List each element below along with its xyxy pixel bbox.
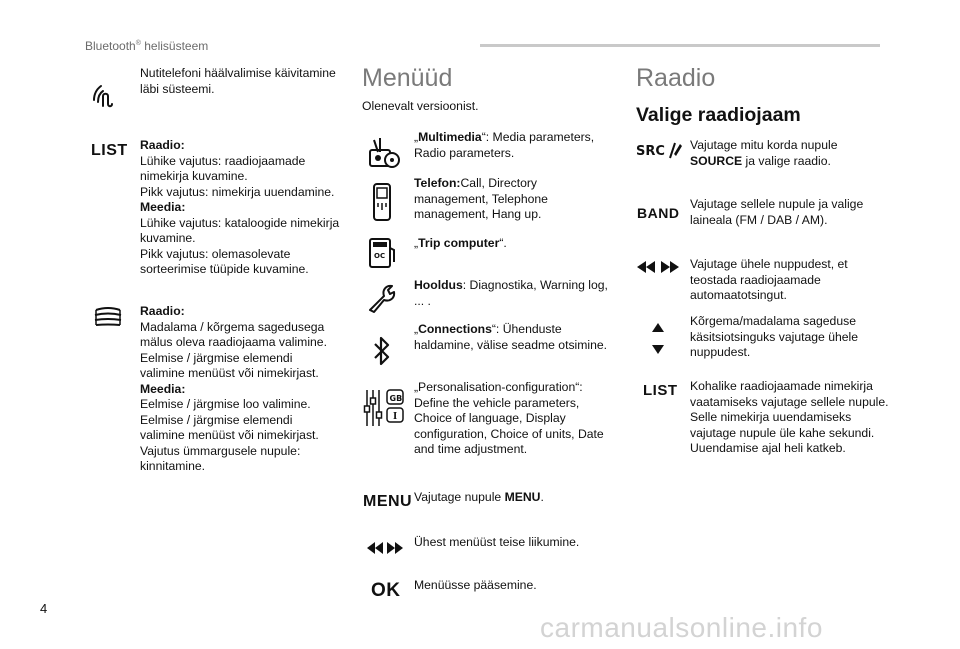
ok-button-text: Menüüsse pääsemine. [414, 578, 537, 592]
voice-command-text: Nutitelefoni häälvalimise käivitamine läbi süsteemi. [140, 66, 336, 96]
media-label: Meedia: [140, 381, 186, 396]
multimedia-text: „Multimedia“: Media parameters, Radio parameters. [414, 130, 595, 160]
trip-computer-text: „Trip computer“. [414, 236, 507, 250]
list-button-description [140, 138, 340, 278]
select-station-heading: Valige raadiojaam [636, 104, 801, 126]
menus-heading: Menüüd [362, 64, 453, 92]
media-confirm-text: Vajutus ümmargusele nupule: kinnitamine. [140, 443, 301, 473]
watermark: carmanualsonline.info [540, 612, 823, 643]
radio-long-press: Pikk vajutus: nimekirja uuendamine. [140, 184, 335, 199]
navigation-text: Ühest menüüst teise liikumine. [414, 535, 580, 549]
list-button-icon-radio: LIST [643, 382, 678, 399]
thumbwheel-description [140, 304, 340, 475]
radio-short-press: Lühike vajutus: raadiojaamade nimekirja kuvamine. [140, 153, 306, 183]
seek-buttons-icon [635, 259, 681, 275]
menu-button-icon: MENU [363, 493, 413, 510]
band-text: Vajutage sellele nupule ja valige laineala (FM / DAB / AM). [690, 197, 864, 227]
wrench-icon [366, 282, 398, 314]
section-title: Bluetooth® helisüsteem [85, 39, 209, 53]
personalisation-text: „Personalisation-configuration“: Define the vehicle parameters, Choice of language, Display configuration, Choice of units, Date and time adjustment. [414, 380, 604, 456]
connections-text: „Connections“: Ühenduste haldamine, välise seadme otsimine. [414, 322, 608, 352]
voice-command-icon [88, 80, 122, 110]
media-track-text: Eelmise / järgmise loo valimine. [140, 397, 311, 411]
page-number: 4 [40, 601, 48, 616]
media-label: Meedia: [140, 200, 186, 214]
header-divider [480, 44, 880, 47]
menus-intro: Olenevalt versioonist. [362, 99, 479, 113]
ok-button-icon: OK [371, 580, 401, 601]
up-down-arrows-icon [650, 322, 666, 356]
radio-menu-text: Eelmise / järgmise elemendi valimine menüüst või nimekirjast. [140, 350, 319, 380]
media-long-press: Pikk vajutus: olemasolevate sorteerimise tüüpide kuvamine. [140, 246, 309, 276]
language-gb-label: GB [389, 394, 403, 403]
phone-text: Telefon:Call, Directory management, Telephone management, Hang up. [414, 176, 548, 221]
phone-icon [371, 182, 393, 222]
manual-frequency-text: Kõrgema/madalama sageduse käsitsiotsinguks vajutage ühele nuppudest. [690, 314, 859, 359]
maintenance-text: Hooldus: Diagnostika, Warning log, ... . [414, 278, 608, 308]
trip-computer-icon-label: OC [374, 252, 386, 260]
station-list-text: Kohalike raadiojaamade nimekirja vaatamiseks vajutage sellele nupule. Selle nimekirja uuendamiseks vajutage nupule üle kahe sekundi. Uuendamise ajal heli katkeb. [690, 379, 889, 455]
band-button-icon: BAND [637, 205, 680, 221]
source-button-icon [636, 140, 684, 160]
multimedia-icon [366, 136, 400, 170]
list-button-icon: LIST [91, 142, 128, 159]
info-i-label: I [393, 412, 398, 422]
seek-text: Vajutage ühele nuppudest, et teostada raadiojaamade automaatotsingut. [690, 257, 848, 302]
radio-frequency-text: Madalama / kõrgema sagedusega mälus oleva raadiojaama valimine. [140, 319, 327, 349]
thumbwheel-icon [92, 306, 124, 330]
trip-computer-icon [367, 236, 397, 270]
radio-label: Raadio: [140, 138, 185, 152]
settings-sliders-icon [363, 388, 407, 428]
radio-heading: Raadio [636, 64, 716, 92]
source-button-label: SRC [636, 144, 665, 159]
seek-arrows-icon [365, 540, 405, 556]
media-short-press: Lühike vajutus: kataloogide nimekirja kuvamine. [140, 215, 340, 245]
media-menu-text: Eelmise / järgmise elemendi valimine menüüst või nimekirjast. [140, 412, 319, 442]
source-text: Vajutage mitu korda nupule SOURCE ja valige raadio. [690, 138, 838, 168]
menu-button-text: Vajutage nupule MENU. [414, 490, 544, 504]
radio-label: Raadio: [140, 304, 185, 318]
bluetooth-icon [371, 334, 393, 368]
